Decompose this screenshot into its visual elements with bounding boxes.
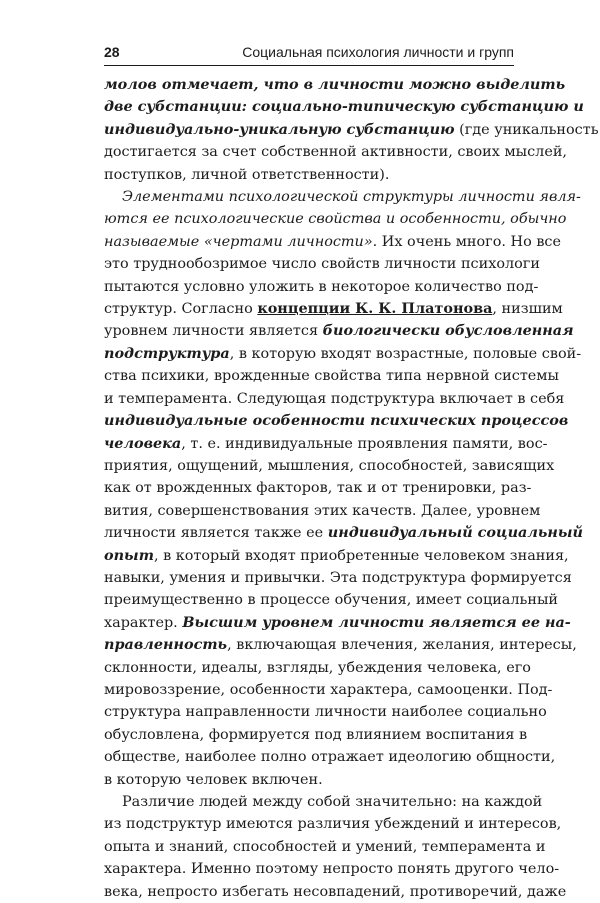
page-header [104, 42, 514, 66]
text-run: Различие людей между собой значительно: на каждой [122, 794, 543, 810]
text-line [104, 522, 584, 544]
text-line [104, 701, 547, 723]
text-line [104, 276, 539, 298]
text-run: (где уникальность [454, 121, 599, 138]
text-run: приятия, ощущений, мышления, способностей, зависящих [104, 457, 555, 474]
text-run: , в которую входят возрастные, половые свой- [229, 345, 582, 362]
text-line [104, 388, 565, 410]
text-line [104, 320, 574, 342]
page-number: 28 [104, 44, 120, 60]
text-run: характера. Именно поэтому непросто понять другого чело- [104, 861, 560, 878]
text-line [104, 433, 548, 455]
text-run: это труднообозримое число свойств личности психологи [104, 256, 540, 273]
text-line [104, 545, 569, 567]
text-run: как от врожденных факторов, так и от тренировки, раз- [104, 480, 532, 497]
text-run: достигается за счет собственной активности, своих мыслей, [104, 144, 567, 161]
emphasis-text: ются ее психологические свойства и особенности, обычно [104, 211, 567, 228]
text-run: уровнем личности является [104, 323, 323, 340]
text-run: . Их очень много. Но все [372, 233, 561, 250]
text-line [104, 500, 541, 522]
text-run: структура направленности личности наиболее социально [104, 704, 547, 721]
emphasis-text: Элементами психологической структуры личности явля- [122, 189, 581, 206]
body-text [104, 74, 599, 903]
text-run: пытаются условно уложить в некоторое количество под- [104, 278, 539, 295]
emphasis-text: молов отмечает, что в личности можно выделить [104, 76, 566, 93]
text-line [104, 589, 559, 611]
text-line [104, 455, 555, 477]
text-line [104, 186, 581, 208]
emphasis-text: индивидуально-уникальную субстанцию [104, 120, 455, 138]
emphasis-text: правленность [104, 636, 228, 654]
emphasis-text: человека [104, 434, 182, 452]
emphasis-text: индивидуальные особенности психических процессов [104, 412, 569, 430]
text-run: и темперамента. Следующая подструктура включает в себя [104, 390, 565, 407]
text-run: , т. е. индивидуальные проявления памяти, вос- [181, 435, 548, 452]
text-run: в которую человек включен. [104, 771, 323, 788]
emphasis-text: две субстанции: социально-типическую субстанцию и [104, 98, 584, 116]
header-rule [104, 65, 514, 66]
text-run: склонности, идеалы, взгляды, убеждения человека, его [104, 659, 531, 676]
text-line [104, 836, 546, 858]
text-run: ства психики, врожденные свойства типа нервной системы [104, 368, 559, 385]
text-line [104, 679, 553, 701]
text-line [104, 164, 514, 186]
text-line [104, 477, 532, 499]
text-run: характер. [104, 614, 183, 631]
text-line [104, 612, 571, 634]
emphasis-text: опыт [104, 546, 154, 564]
text-line [104, 813, 562, 835]
text-line [104, 881, 567, 903]
text-run: , включающая влечения, желания, интересы, [227, 637, 577, 654]
text-run: структур. Согласно [104, 301, 258, 318]
text-run: мировоззрение, особенности характера, самооценки. Под- [104, 681, 553, 698]
text-run: поступков, личной ответственности). [104, 166, 390, 183]
text-line [104, 724, 528, 746]
text-line [104, 343, 582, 365]
text-line [104, 769, 514, 791]
text-line [104, 141, 567, 163]
text-line [104, 567, 572, 589]
text-line [104, 634, 577, 656]
text-line [104, 858, 560, 880]
emphasis-text: индивидуальный социальный [327, 524, 584, 542]
text-line [104, 298, 563, 320]
text-run: опыта и знаний, способностей и умений, темперамента и [104, 838, 546, 855]
text-run: обусловлена, формируется под влиянием воспитания в [104, 726, 528, 743]
text-run: века, непросто избегать несовпадений, противоречий, даже [104, 883, 567, 900]
text-line [104, 791, 543, 813]
text-run: , в который входят приобретенные человеком знания, [153, 547, 569, 564]
text-run: преимущественно в процессе обучения, имеет социальный [104, 592, 559, 609]
text-line [104, 119, 599, 141]
text-run: навыки, умения и привычки. Эта подструктура формируется [104, 569, 572, 586]
text-line [104, 410, 569, 432]
text-run: , низшим [492, 301, 563, 318]
text-run: личности является также ее [104, 525, 328, 542]
text-line [104, 208, 567, 230]
emphasis-text: подструктура [104, 344, 230, 362]
emphasis-text: называемые «чертами личности» [104, 233, 373, 250]
text-line [104, 657, 531, 679]
text-run: обществе, наиболее полно отражает идеологию общности, [104, 749, 556, 766]
emphasis-text: Высшим уровнем личности является ее на- [182, 613, 571, 631]
text-run: вития, совершенствования этих качеств. Далее, уровнем [104, 502, 541, 519]
running-title: Социальная психология личности и групп [242, 44, 514, 60]
text-line [104, 96, 584, 118]
text-run: из подструктур имеются различия убеждений и интересов, [104, 816, 562, 833]
text-line [104, 253, 540, 275]
text-line [104, 231, 561, 253]
emphasis-text: биологически обусловленная [322, 322, 574, 340]
emphasis-text: концепции К. К. Платонова [257, 300, 493, 318]
text-line [104, 365, 559, 387]
text-line [104, 74, 566, 96]
